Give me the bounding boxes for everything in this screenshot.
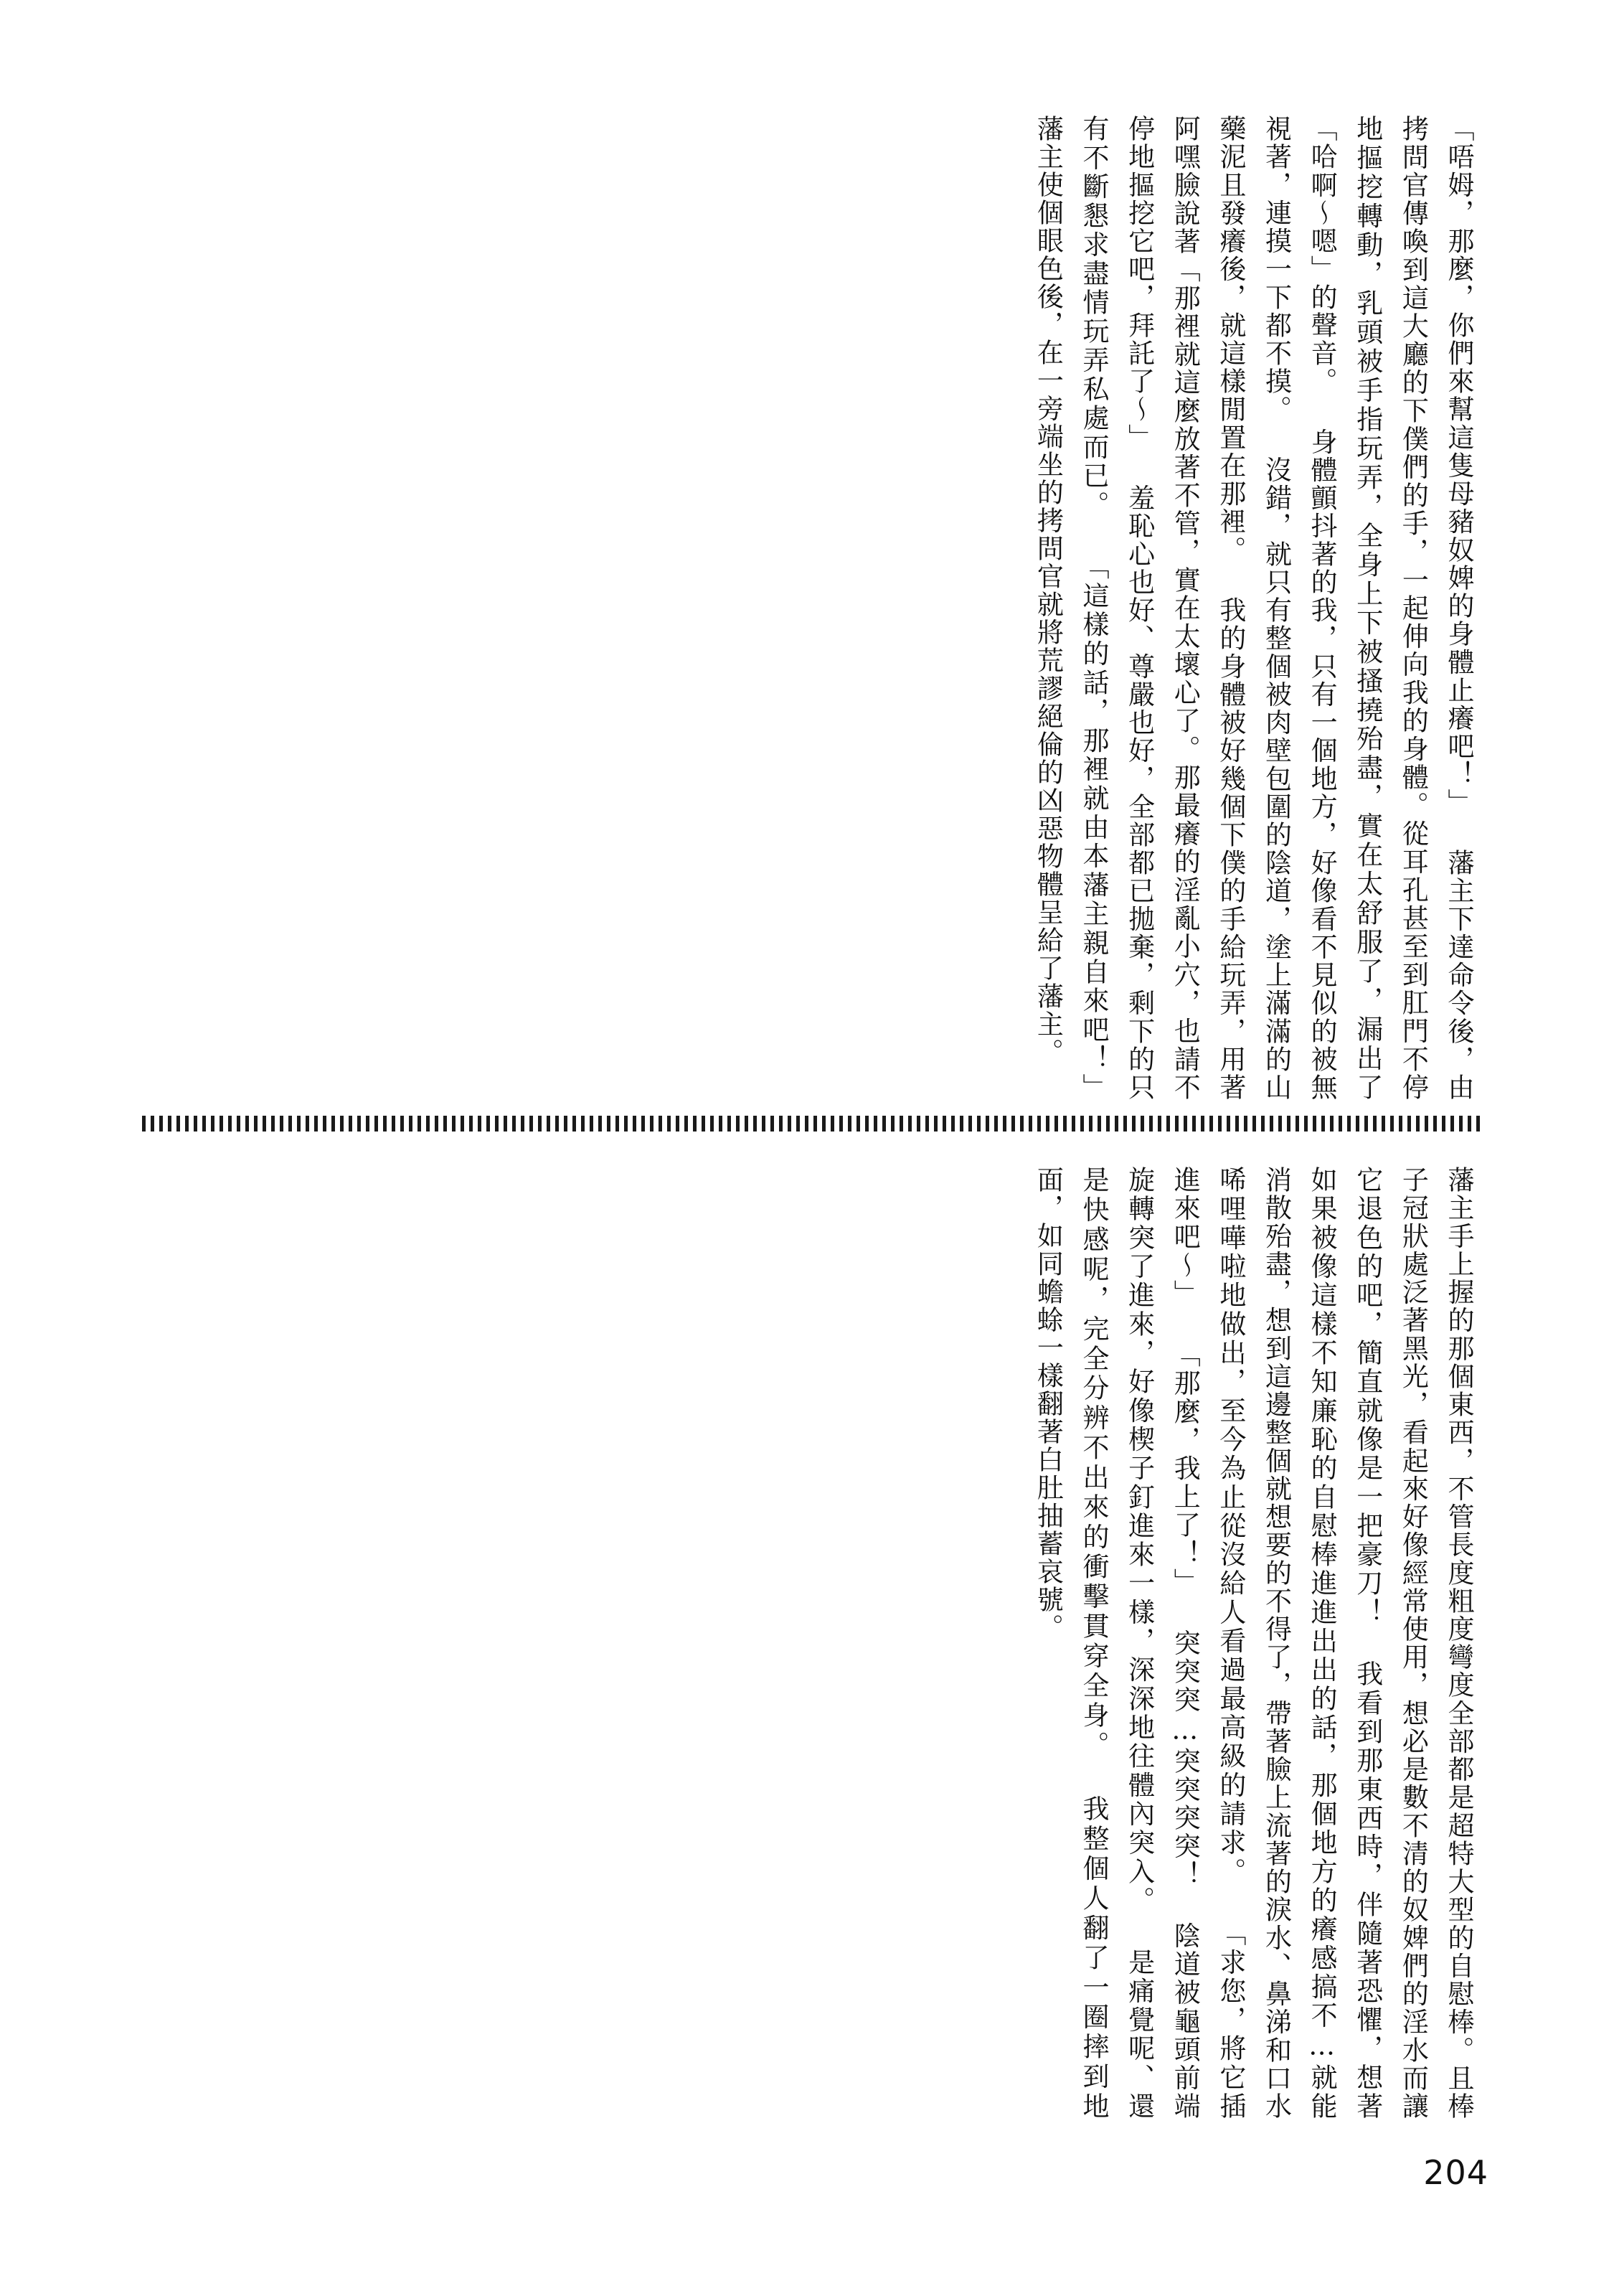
section-divider xyxy=(142,1116,1480,1131)
page-number: 204 xyxy=(1423,2153,1488,2192)
body-text-lower: 藩主手上握的那個東西，不管長度粗度彎度全部都是超特大型的自慰棒。且棒子冠狀處泛著黑光，看起來好像經常使用，想必是數不清的奴婢們的淫水而讓它退色的吧，簡直就像是一把豪刀！ 我看到那東西時，伴隨著恐懼，想著如果被像這樣不知廉恥的自慰棒進進出出的話，那個地方的癢感搞不…就能消散殆盡，想到這邊整個就想要的不得了，帶著臉上流著的淚水、鼻涕和口水唏哩嘩啦地做出，至今為止從沒給人看過最高級的請求。 「求您，將它插進來吧～」 「那麼，我上了！」 突突突…突突突突！ 陰道被龜頭前端旋轉突了進來，好像楔子釘進來一樣，深深地往體內突入。 是痛覺呢、還是快感呢，完全分辨不出來的衝擊貫穿全身。 我整個人翻了一圈摔到地面，如同蟾蜍一樣翻著白肚抽蓄哀號。 xyxy=(1032,1166,1474,2120)
body-text-upper: 「唔姆，那麼，你們來幫這隻母豬奴婢的身體止癢吧！」 藩主下達命令後，由拷問官傳喚到這大廳的下僕們的手，一起伸向我的身體。從耳孔甚至到肛門不停地摳挖轉動，乳頭被手指玩弄，全身上下被搔撓殆盡，實在太舒服了，漏出了「哈啊～嗯」的聲音。 身體顫抖著的我，只有一個地方，好像看不見似的被無視著，連摸一下都不摸。 沒錯，就只有整個被肉壁包圍的陰道，塗上滿滿的山藥泥且發癢後，就這樣閒置在那裡。 我的身體被好幾個下僕的手給玩弄，用著阿嘿臉說著「那裡就這麼放著不管，實在太壞心了。那最癢的淫亂小穴，也請不停地摳挖它吧，拜託了～」 羞恥心也好、尊嚴也好，全部都已拋棄，剩下的只有不斷懇求盡情玩弄私處而已。 「這樣的話，那裡就由本藩主親自來吧！」 藩主使個眼色後，在一旁端坐的拷問官就將荒謬絕倫的凶惡物體呈給了藩主。 xyxy=(1032,115,1474,1101)
divider-hatch-pattern xyxy=(142,1116,1480,1131)
